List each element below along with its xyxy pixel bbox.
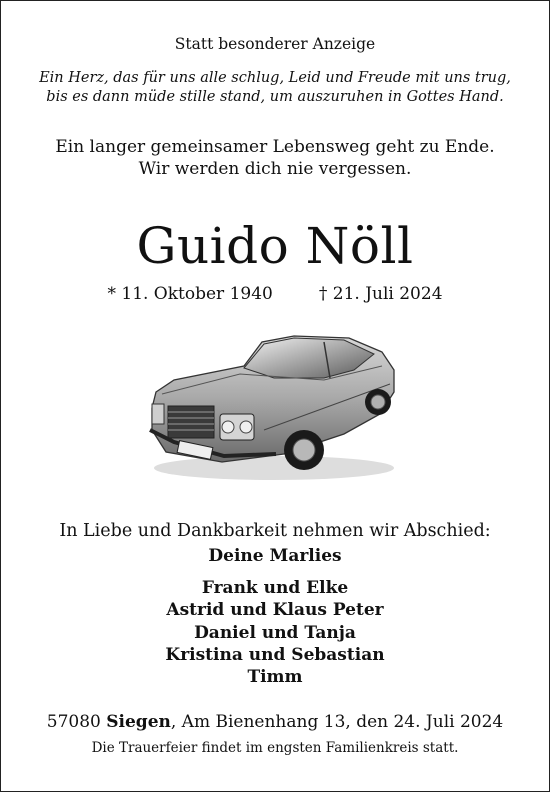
family-list	[1, 577, 549, 688]
life-dates	[1, 284, 549, 304]
intro-text	[1, 136, 549, 180]
address-line	[1, 712, 549, 732]
poem	[1, 69, 549, 107]
birth-date: * 11. Oktober 1940	[107, 284, 273, 304]
header-text: Statt besonderer Anzeige	[174, 35, 376, 53]
family-member: Kristina und Sebastian	[165, 644, 385, 665]
family-member: Timm	[247, 667, 303, 688]
family-member: Frank und Elke	[201, 578, 349, 598]
address-city: Siegen	[106, 712, 171, 732]
funeral-note: Die Trauerfeier findet im engsten Familienkreis statt.	[91, 740, 459, 756]
wife-name: Deine Marlies	[208, 546, 342, 566]
deceased-name: Guido Nöll	[136, 217, 414, 275]
poem-line-2: bis es dann müde stille stand, um auszuruhen in Gottes Hand.	[46, 89, 504, 105]
intro-line-1: Ein langer gemeinsamer Lebensweg geht zu Ende.	[55, 137, 495, 157]
death-date: † 21. Juli 2024	[318, 284, 443, 304]
farewell-text: In Liebe und Dankbarkeit nehmen wir Abschied:	[59, 521, 491, 541]
address-zip: 57080	[46, 712, 101, 732]
family-member: Astrid und Klaus Peter	[166, 600, 384, 621]
family-member: Daniel und Tanja	[194, 622, 356, 643]
address-rest: , Am Bienenhang 13, den 24. Juli 2024	[170, 712, 504, 732]
car-photo	[144, 330, 400, 490]
poem-line-1: Ein Herz, das für uns alle schlug, Leid und Freude mit uns trug,	[39, 70, 511, 86]
intro-line-2: Wir werden dich nie vergessen.	[138, 159, 412, 179]
